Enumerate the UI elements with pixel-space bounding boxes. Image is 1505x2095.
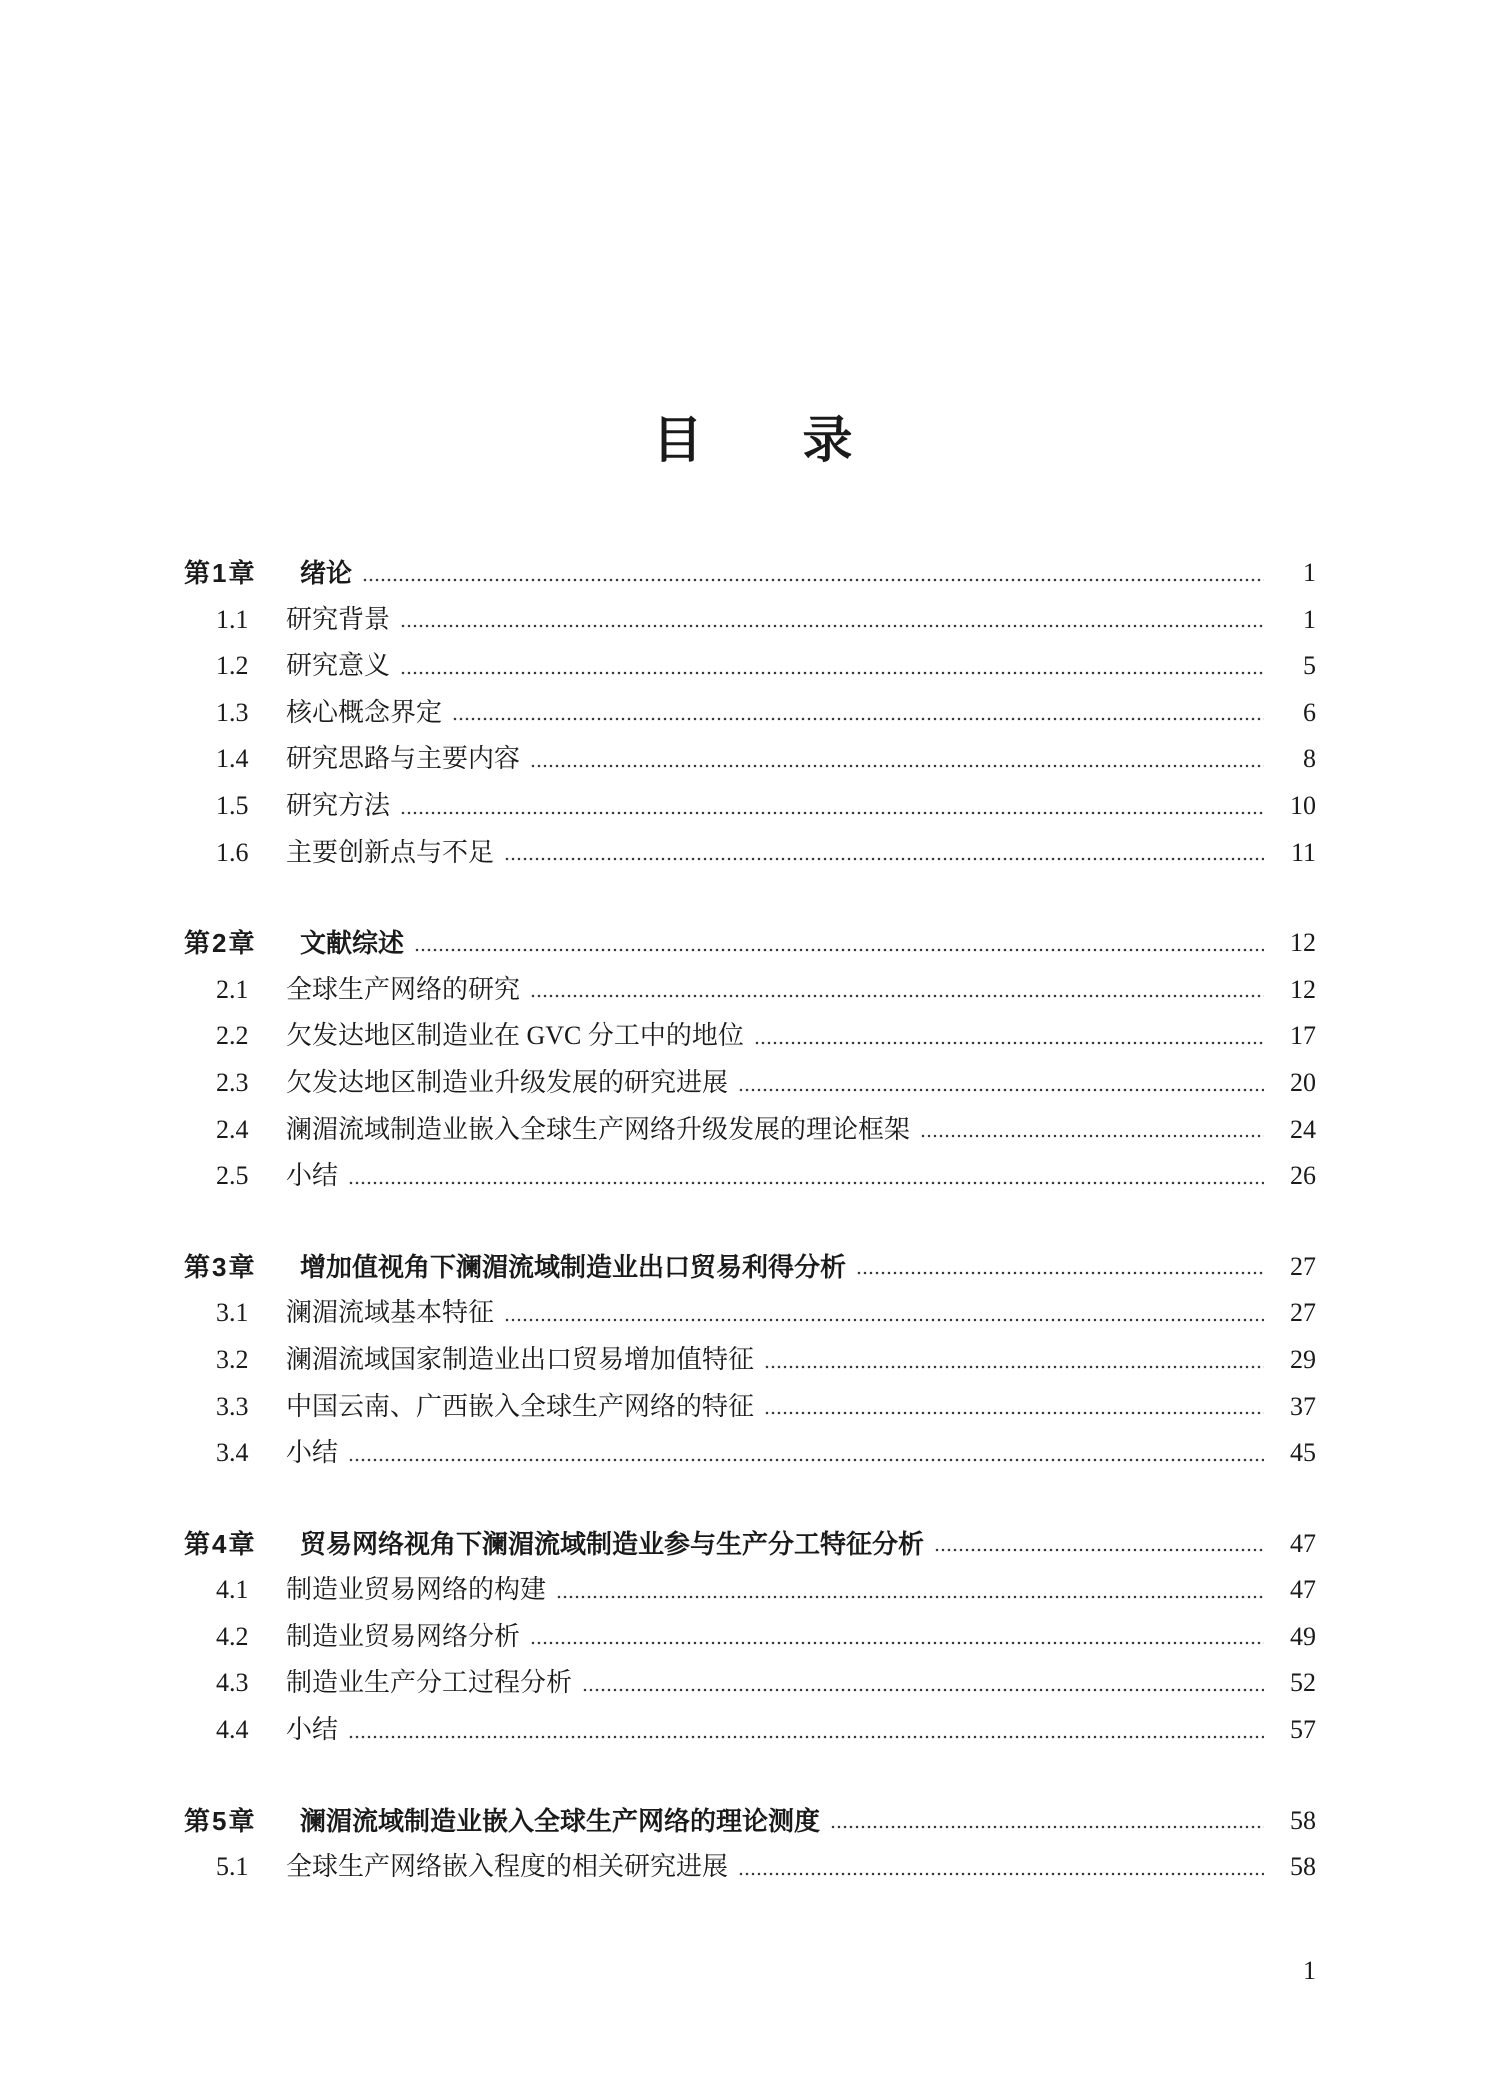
toc-section-row	[184, 1013, 1316, 1060]
dot-leader	[400, 624, 1264, 628]
page-number: 6	[1303, 697, 1316, 727]
section-number: 3.4	[216, 1438, 249, 1468]
section-title: 澜湄流域基本特征	[286, 1298, 495, 1328]
section-number: 3.2	[216, 1344, 249, 1374]
page-number: 57	[1290, 1715, 1316, 1745]
toc-chapter-row	[184, 1244, 1316, 1291]
page-number: 12	[1290, 974, 1316, 1004]
section-number: 4.1	[216, 1575, 249, 1605]
dot-leader	[738, 1872, 1264, 1876]
toc-chapter-row	[184, 1521, 1316, 1568]
toc-chapter-row	[184, 1798, 1316, 1845]
page-number: 10	[1290, 790, 1316, 820]
dot-leader	[414, 948, 1264, 952]
section-number: 4.3	[216, 1668, 249, 1698]
section-title: 研究方法	[286, 790, 391, 820]
toc-chapter-group-4	[184, 1521, 1316, 1754]
dot-leader	[348, 1181, 1264, 1185]
dot-leader	[348, 1735, 1264, 1739]
section-title: 中国云南、广西嵌入全球生产网络的特征	[286, 1391, 755, 1421]
chapter-title: 贸易网络视角下澜湄流域制造业参与生产分工特征分析	[300, 1528, 925, 1559]
dot-leader	[764, 1411, 1264, 1415]
section-number: 3.1	[216, 1298, 249, 1328]
dot-leader	[856, 1271, 1264, 1275]
toc-section-row	[184, 1707, 1316, 1754]
page-number: 11	[1290, 837, 1316, 867]
toc-section-row	[184, 1384, 1316, 1431]
page-number: 37	[1290, 1391, 1316, 1421]
dot-leader	[400, 671, 1264, 675]
section-title: 主要创新点与不足	[286, 837, 495, 867]
page-number: 58	[1290, 1805, 1316, 1835]
section-title: 制造业生产分工过程分析	[286, 1668, 573, 1698]
section-number: 1.5	[216, 790, 249, 820]
page-number: 47	[1290, 1528, 1316, 1558]
chapter-label: 第1章	[184, 558, 257, 588]
toc-section-row	[184, 690, 1316, 737]
dot-leader	[582, 1688, 1264, 1692]
toc-chapter-group-3	[184, 1244, 1316, 1477]
section-title: 制造业贸易网络分析	[286, 1621, 521, 1651]
section-number: 3.3	[216, 1391, 249, 1421]
page-number: 27	[1290, 1251, 1316, 1281]
toc-chapter-row	[184, 550, 1316, 597]
section-title: 欠发达地区制造业在 GVC 分工中的地位	[286, 1021, 744, 1051]
section-title: 欠发达地区制造业升级发展的研究进展	[286, 1067, 729, 1097]
chapter-title: 增加值视角下澜湄流域制造业出口贸易利得分析	[300, 1251, 847, 1282]
dot-leader	[920, 1134, 1264, 1138]
dot-leader	[362, 578, 1264, 582]
toc-section-row	[184, 1660, 1316, 1707]
page-number: 27	[1290, 1298, 1316, 1328]
chapter-label: 第3章	[184, 1251, 257, 1282]
page-title-text: 目录	[652, 412, 953, 468]
page-number: 17	[1290, 1021, 1316, 1051]
section-number: 1.4	[216, 744, 249, 774]
chapter-label: 第4章	[184, 1528, 257, 1559]
section-number: 2.1	[216, 974, 249, 1004]
section-title: 核心概念界定	[286, 697, 443, 727]
section-title: 研究思路与主要内容	[286, 744, 521, 774]
dot-leader	[830, 1825, 1264, 1829]
dot-leader	[504, 857, 1264, 861]
dot-leader	[754, 1041, 1264, 1045]
dot-leader	[556, 1595, 1264, 1599]
section-number: 1.1	[216, 604, 249, 634]
table-of-contents	[184, 550, 1316, 1891]
page-number: 29	[1290, 1344, 1316, 1374]
section-number: 2.3	[216, 1067, 249, 1097]
page-number: 24	[1290, 1114, 1316, 1144]
toc-section-row	[184, 830, 1316, 877]
section-title: 小结	[286, 1161, 339, 1191]
toc-section-row	[184, 736, 1316, 783]
section-number: 2.5	[216, 1161, 249, 1191]
chapter-title: 绪论	[300, 558, 353, 588]
page-number: 49	[1290, 1621, 1316, 1651]
page-number: 20	[1290, 1067, 1316, 1097]
footer-page-number: 1	[1303, 1956, 1316, 1985]
toc-section-row	[184, 1107, 1316, 1154]
page-number: 52	[1290, 1668, 1316, 1698]
chapter-title: 文献综述	[300, 928, 405, 959]
section-title: 制造业贸易网络的构建	[286, 1575, 547, 1605]
dot-leader	[530, 764, 1264, 768]
section-title: 研究意义	[286, 651, 391, 681]
section-title: 全球生产网络嵌入程度的相关研究进展	[286, 1852, 729, 1882]
dot-leader	[400, 811, 1264, 815]
toc-section-row	[184, 1844, 1316, 1891]
page-number: 5	[1303, 651, 1316, 681]
toc-section-row	[184, 1153, 1316, 1200]
dot-leader	[764, 1365, 1264, 1369]
section-number: 1.6	[216, 837, 249, 867]
page-number: 8	[1303, 744, 1316, 774]
dot-leader	[504, 1318, 1264, 1322]
toc-section-row	[184, 1430, 1316, 1477]
toc-section-row	[184, 1614, 1316, 1661]
section-title: 全球生产网络的研究	[286, 974, 521, 1004]
chapter-label: 第2章	[184, 928, 257, 959]
section-number: 2.2	[216, 1021, 249, 1051]
page-number: 12	[1290, 928, 1316, 958]
page-number: 1	[1303, 604, 1316, 634]
section-title: 研究背景	[286, 604, 391, 634]
section-number: 4.2	[216, 1621, 249, 1651]
page-number: 47	[1290, 1575, 1316, 1605]
toc-chapter-group-5	[184, 1798, 1316, 1891]
toc-section-row	[184, 1337, 1316, 1384]
page-number: 26	[1290, 1161, 1316, 1191]
toc-chapter-group-1	[184, 550, 1316, 876]
toc-section-row	[184, 597, 1316, 644]
toc-section-row	[184, 1567, 1316, 1614]
section-title: 小结	[286, 1438, 339, 1468]
toc-chapter-row	[184, 920, 1316, 967]
toc-section-row	[184, 967, 1316, 1014]
dot-leader	[530, 994, 1264, 998]
page-number: 45	[1290, 1438, 1316, 1468]
section-title: 澜湄流域制造业嵌入全球生产网络升级发展的理论框架	[286, 1114, 911, 1144]
page-number: 1	[1303, 558, 1316, 587]
chapter-title: 澜湄流域制造业嵌入全球生产网络的理论测度	[300, 1805, 821, 1836]
toc-section-row	[184, 643, 1316, 690]
dot-leader	[348, 1458, 1264, 1462]
toc-chapter-group-2	[184, 920, 1316, 1200]
dot-leader	[738, 1088, 1264, 1092]
page-title	[0, 410, 1505, 470]
section-number: 1.3	[216, 697, 249, 727]
chapter-label: 第5章	[184, 1805, 257, 1836]
section-title: 小结	[286, 1715, 339, 1745]
dot-leader	[530, 1641, 1264, 1645]
toc-section-row	[184, 783, 1316, 830]
toc-section-row	[184, 1060, 1316, 1107]
dot-leader	[934, 1548, 1264, 1552]
dot-leader	[452, 717, 1264, 721]
section-title: 澜湄流域国家制造业出口贸易增加值特征	[286, 1344, 755, 1374]
section-number: 1.2	[216, 651, 249, 681]
toc-section-row	[184, 1290, 1316, 1337]
section-number: 4.4	[216, 1715, 249, 1745]
section-number: 2.4	[216, 1114, 249, 1144]
page-number: 58	[1290, 1852, 1316, 1882]
section-number: 5.1	[216, 1852, 249, 1882]
